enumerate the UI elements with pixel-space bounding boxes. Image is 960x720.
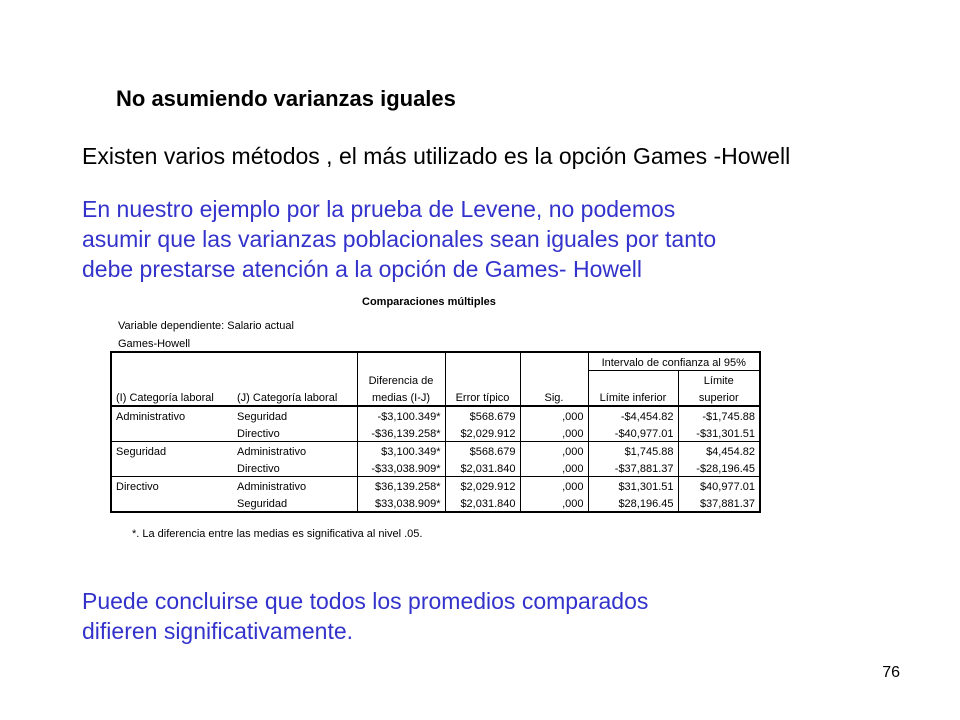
- example-paragraph: [82, 194, 862, 284]
- table-row: Administrativo Seguridad -$3,100.349* $568.679 ,000 -$4,454.82 -$1,745.88: [111, 406, 760, 424]
- page-number: 76: [882, 664, 900, 681]
- col-error: Error típico: [445, 388, 520, 406]
- table-row: Directivo Administrativo $36,139.258* $2,029.912 ,000 $31,301.51 $40,977.01: [111, 477, 760, 495]
- col-i-category: (I) Categoría laboral: [111, 388, 233, 406]
- col-diff-line2: medias (I-J): [357, 388, 445, 406]
- table-footnote: *. La diferencia entre las medias es significativa al nivel .05.: [132, 528, 423, 540]
- col-diff-line1: Diferencia de: [357, 371, 445, 389]
- multiple-comparisons-table: [110, 351, 761, 513]
- table-row: Directivo -$36,139.258* $2,029.912 ,000 -$40,977.01 -$31,301.51: [111, 424, 760, 442]
- example-line: asumir que las varianzas poblacionales sean iguales por tanto: [82, 226, 717, 252]
- example-line: En nuestro ejemplo por la prueba de Levene, no podemos: [82, 196, 676, 222]
- table-row: Seguridad Administrativo $3,100.349* $568.679 ,000 $1,745.88 $4,454.82: [111, 442, 760, 460]
- slide-heading: No asumiendo varianzas iguales: [116, 86, 456, 111]
- ci-header: Intervalo de confianza al 95%: [588, 352, 760, 371]
- intro-text: Existen varios métodos , el más utilizado es la opción Games -Howell: [82, 143, 791, 169]
- table-title: Comparaciones múltiples: [362, 296, 496, 308]
- col-j-category: (J) Categoría laboral: [233, 388, 357, 406]
- col-upper-line2: superior: [678, 388, 760, 406]
- conclusion-line: Puede concluirse que todos los promedios comparados: [82, 588, 649, 614]
- table-row: Directivo -$33,038.909* $2,031.840 ,000 -$37,881.37 -$28,196.45: [111, 459, 760, 477]
- col-sig: Sig.: [520, 388, 588, 406]
- method-label: Games-Howell: [118, 338, 191, 350]
- col-upper-line1: Límite: [678, 371, 760, 389]
- example-line: debe prestarse atención a la opción de Games- Howell: [82, 256, 642, 282]
- col-lower: Límite inferior: [588, 388, 678, 406]
- table-row: Seguridad $33,038.909* $2,031.840 ,000 $28,196.45 $37,881.37: [111, 494, 760, 512]
- conclusion-line: difieren significativamente.: [82, 618, 354, 644]
- conclusion-paragraph: [82, 586, 862, 646]
- dependent-variable-label: Variable dependiente: Salario actual: [118, 320, 294, 332]
